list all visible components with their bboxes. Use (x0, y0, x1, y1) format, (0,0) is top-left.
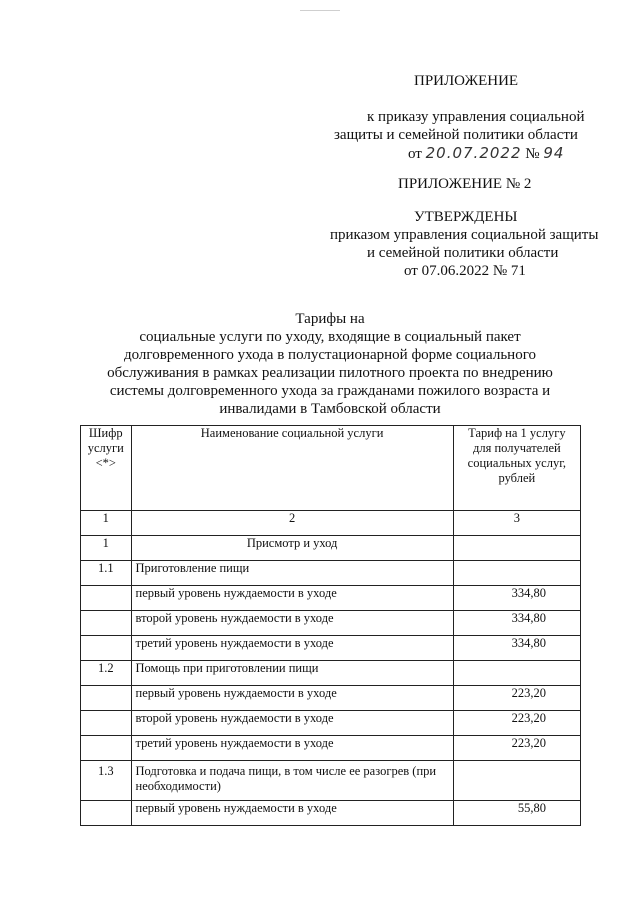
table-row (81, 711, 581, 736)
row-price: 334,80 (453, 636, 580, 661)
approved-line-2: и семейной политики области (367, 245, 559, 261)
approved-line-1: приказом управления социальной защиты (330, 227, 599, 243)
row-code (81, 686, 132, 711)
approved-line-3: от 07.06.2022 № 71 (404, 263, 526, 279)
title-line-5: системы долговременного ухода за гражданами пожилого возраста и (109, 383, 551, 399)
row-code: 1 (81, 536, 132, 561)
row-price (453, 761, 580, 801)
order-date-line (408, 144, 564, 163)
row-name: первый уровень нуждаемости в уходе (131, 586, 453, 611)
row-name: Помощь при приготовлении пищи (131, 661, 453, 686)
order-number-label: № (525, 146, 540, 162)
table-row (81, 611, 581, 636)
row-price (453, 561, 580, 586)
column-number: 3 (453, 511, 580, 536)
row-name: третий уровень нуждаемости в уходе (131, 636, 453, 661)
appendix-2-title: ПРИЛОЖЕНИЕ № 2 (398, 176, 532, 192)
scan-artifact (300, 10, 340, 11)
row-code: 1.2 (81, 661, 132, 686)
row-code (81, 586, 132, 611)
document-title (100, 310, 560, 418)
table-row (81, 686, 581, 711)
row-name: Подготовка и подача пищи, в том числе ее разогрев (при необходимости) (131, 761, 453, 801)
row-price: 334,80 (453, 611, 580, 636)
row-name: Присмотр и уход (131, 536, 453, 561)
table-row (81, 561, 581, 586)
table-row (81, 636, 581, 661)
row-code (81, 636, 132, 661)
table-row (81, 586, 581, 611)
column-number-row (81, 511, 581, 536)
row-name: Приготовление пищи (131, 561, 453, 586)
header-code: Шифр услуги <*> (81, 426, 132, 511)
row-price: 223,20 (453, 711, 580, 736)
table-row (81, 661, 581, 686)
row-price: 223,20 (453, 686, 580, 711)
row-name: первый уровень нуждаемости в уходе (131, 686, 453, 711)
row-name: третий уровень нуждаемости в уходе (131, 736, 453, 761)
table-row (81, 536, 581, 561)
tariff-table (80, 425, 581, 826)
header-name: Наименование социальной услуги (131, 426, 453, 511)
row-name: второй уровень нуждаемости в уходе (131, 611, 453, 636)
row-name: второй уровень нуждаемости в уходе (131, 711, 453, 736)
row-code (81, 801, 132, 826)
row-code (81, 711, 132, 736)
order-from-label: от (408, 146, 422, 162)
header-tariff: Тариф на 1 услугу для получателей социальных услуг, рублей (453, 426, 580, 511)
row-price: 55,80 (453, 801, 580, 826)
row-code: 1.3 (81, 761, 132, 801)
table-row (81, 761, 581, 801)
title-line-4: обслуживания в рамках реализации пилотного проекта по внедрению (107, 365, 553, 381)
table-header-row (81, 426, 581, 511)
handwritten-date: 20.07.2022 (425, 144, 522, 162)
table-row (81, 801, 581, 826)
row-code (81, 611, 132, 636)
row-price: 223,20 (453, 736, 580, 761)
row-price (453, 661, 580, 686)
row-price: 334,80 (453, 586, 580, 611)
handwritten-number: 94 (543, 144, 565, 162)
order-line-2: защиты и семейной политики области (334, 127, 578, 143)
approved-title: УТВЕРЖДЕНЫ (414, 209, 518, 225)
column-number: 1 (81, 511, 132, 536)
title-line-1: Тарифы на (295, 311, 365, 327)
title-line-2: социальные услуги по уходу, входящие в социальный пакет (139, 329, 521, 345)
row-code (81, 736, 132, 761)
column-number: 2 (131, 511, 453, 536)
appendix-title: ПРИЛОЖЕНИЕ (414, 73, 519, 89)
row-name: первый уровень нуждаемости в уходе (131, 801, 453, 826)
title-line-3: долговременного ухода в полустационарной форме социального (124, 347, 536, 363)
order-line-1: к приказу управления социальной (367, 109, 585, 125)
table-row (81, 736, 581, 761)
title-line-6: инвалидами в Тамбовской области (219, 401, 441, 417)
row-price (453, 536, 580, 561)
row-code: 1.1 (81, 561, 132, 586)
